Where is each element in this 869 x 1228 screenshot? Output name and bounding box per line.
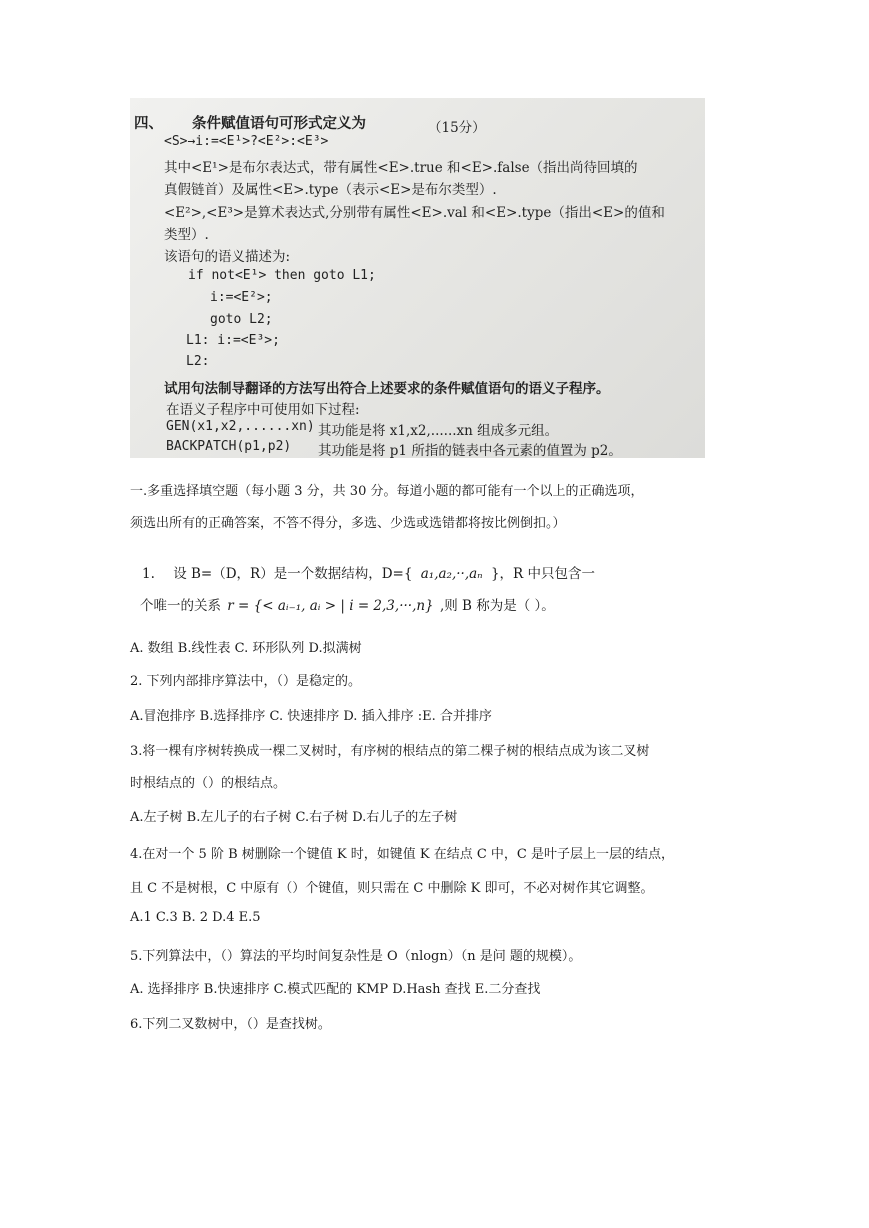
question-1-text-c: 个唯一的关系: [140, 598, 221, 614]
question-3-options: A.左子树 B.左儿子的右子树 C.右子树 D.右儿子的左子树: [130, 810, 458, 825]
question-5-options: A. 选择排序 B.快速排序 C.模式匹配的 KMP D.Hash 查找 E.二分查找: [130, 982, 541, 997]
section-heading-line-2: 须选出所有的正确答案，不答不得分，多选、少选或选错都将按比例倒扣。）: [130, 516, 566, 531]
question-1-options: A. 数组 B.线性表 C. 环形队列 D.拟满树: [130, 641, 362, 656]
question-1-number: 1.: [142, 566, 155, 582]
scan-line-3: <E²>,<E³>是算术表达式,分别带有属性<E>.val 和<E>.type（指出<E>的值和: [164, 205, 665, 221]
scan-code-line: L1: i:=<E³>;: [186, 333, 280, 348]
scan-code-line: if not<E¹> then goto L1;: [188, 268, 376, 283]
scan-code-line: goto L2;: [210, 312, 273, 327]
scan-formula: <S>→i:=<E¹>?<E²>:<E³>: [164, 134, 329, 149]
scan-task-2: 在语义子程序中可使用如下过程:: [166, 402, 360, 418]
section-heading-line-1: 一.多重选择填空题（每小题 3 分，共 30 分。每道小题的都可能有一个以上的正确选项，: [130, 484, 644, 499]
scan-gen-desc: 其功能是将 x1,x2,......xn 组成多元组。: [318, 423, 559, 439]
scan-backpatch-name: BACKPATCH(p1,p2): [166, 439, 292, 454]
scanned-exam-image: [130, 98, 705, 458]
scan-gen-name: GEN(x1,x2,......xn): [166, 419, 315, 434]
question-3-text-line-2: 时根结点的（）的根结点。: [130, 776, 287, 791]
question-4-text-line-1: 4.在对一个 5 阶 B 树删除一个键值 K 时，如键值 K 在结点 C 中，C 是叶子层上一层的结点，: [130, 847, 675, 862]
scan-code-line: i:=<E²>;: [210, 290, 273, 305]
scan-line-4: 类型）.: [164, 227, 209, 243]
question-6-text: 6.下列二叉数树中，（）是查找树。: [130, 1017, 331, 1032]
scan-semantic-title: 该语句的语义描述为:: [164, 249, 291, 265]
question-1-text-b: }，R 中只包含一: [490, 566, 595, 582]
question-2-text: 2. 下列内部排序算法中，（）是稳定的。: [130, 674, 362, 689]
question-1-line-2: [140, 594, 555, 614]
question-1-set: a₁,a₂,··,aₙ: [420, 566, 483, 582]
scan-line-2: 真假链首）及属性<E>.type（表示<E>是布尔类型）.: [164, 182, 497, 198]
scan-backpatch-desc: 其功能是将 p1 所指的链表中各元素的值置为 p2。: [318, 443, 622, 458]
scan-score: （15分）: [428, 120, 486, 136]
question-5-text: 5.下列算法中，（）算法的平均时间复杂性是 O（nlogn）（n 是问 题的规模）。: [130, 949, 582, 964]
question-1-text-a: 设 B=（D，R）是一个数据结构，D={: [173, 566, 413, 582]
question-1-relation: r = {< aᵢ₋₁, aᵢ > | i = 2,3,···,n}: [227, 598, 434, 614]
question-4-options: A.1 C.3 B. 2 D.4 E.5: [130, 910, 261, 925]
question-4-text-line-2: 且 C 不是树根，C 中原有（）个键值，则只需在 C 中删除 K 即可，不必对树作其它调整。: [130, 881, 654, 896]
scan-section-number: 四、: [134, 115, 163, 132]
scan-code-line: L2:: [186, 354, 210, 369]
scan-line-1: 其中<E¹>是布尔表达式，带有属性<E>.true 和<E>.false（指出尚待回填的: [164, 160, 638, 176]
question-1-line-1: [142, 562, 595, 582]
scan-task-1: 试用句法制导翻译的方法写出符合上述要求的条件赋值语句的语义子程序。: [164, 381, 610, 397]
question-2-options: A.冒泡排序 B.选择排序 C. 快速排序 D. 插入排序 :E. 合并排序: [130, 709, 492, 724]
question-3-text-line-1: 3.将一棵有序树转换成一棵二叉树时，有序树的根结点的第二棵子树的根结点成为该二叉树: [130, 744, 650, 759]
scan-title: 条件赋值语句可形式定义为: [192, 115, 366, 132]
question-1-text-d: ,则 B 称为是（ ）。: [439, 598, 555, 614]
